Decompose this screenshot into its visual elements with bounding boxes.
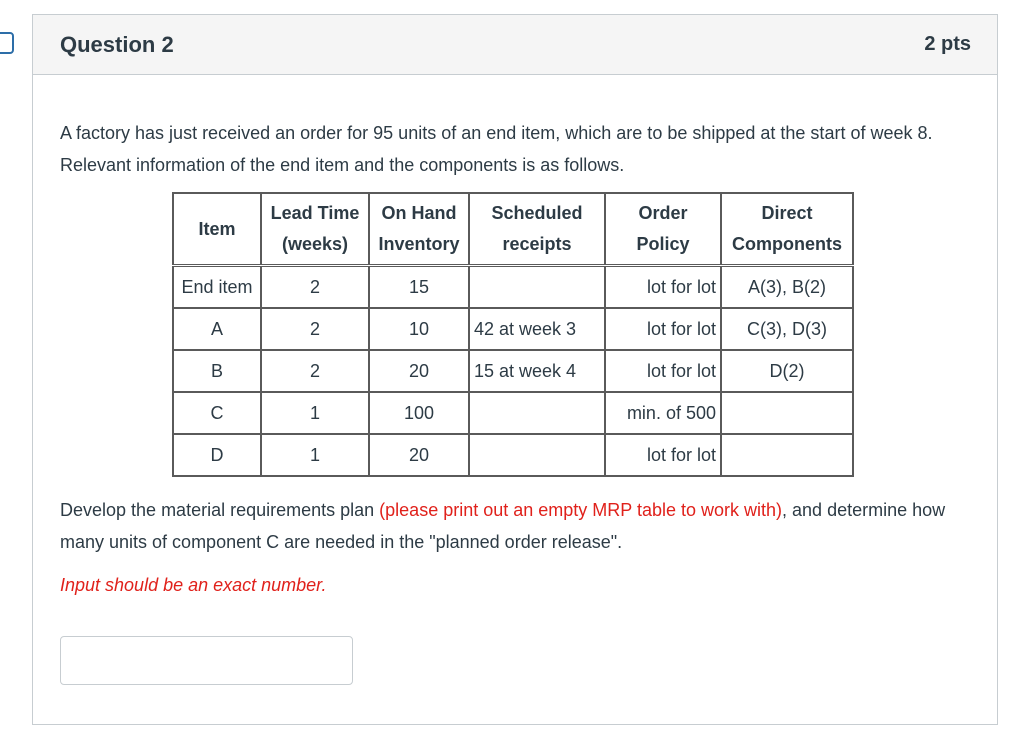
table-row [173, 434, 853, 476]
header-scheduled: Scheduled receipts [469, 193, 605, 266]
cell-hand: 15 [369, 266, 469, 309]
bookmark-flag-icon[interactable] [0, 32, 14, 54]
item-info-table [172, 192, 854, 477]
answer-input[interactable] [60, 636, 353, 685]
cell-sched: 15 at week 4 [469, 350, 605, 392]
question-title: Question 2 [60, 32, 174, 57]
cell-policy: min. of 500 [605, 392, 721, 434]
cell-comp: A(3), B(2) [721, 266, 853, 309]
cell-item: A [173, 308, 261, 350]
cell-hand: 20 [369, 350, 469, 392]
develop-text-2: , and determine how many units of component C are needed in the "planned order release". [60, 500, 946, 552]
cell-item: D [173, 434, 261, 476]
question-card [32, 14, 998, 725]
cell-policy: lot for lot [605, 308, 721, 350]
cell-policy: lot for lot [605, 266, 721, 309]
cell-item: B [173, 350, 261, 392]
cell-lead: 2 [261, 266, 369, 309]
cell-lead: 2 [261, 308, 369, 350]
cell-comp: D(2) [721, 350, 853, 392]
cell-hand: 100 [369, 392, 469, 434]
cell-lead: 1 [261, 392, 369, 434]
question-header [33, 15, 997, 75]
develop-text-red: (please print out an empty MRP table to work with) [379, 500, 783, 520]
develop-text-1: Develop the material requirements plan [60, 500, 380, 520]
cell-item: End item [173, 266, 261, 309]
header-item: Item [173, 193, 261, 266]
cell-item: C [173, 392, 261, 434]
cell-comp [721, 392, 853, 434]
header-components: Direct Components [721, 193, 853, 266]
table-row [173, 266, 853, 309]
input-note: Input should be an exact number. [60, 575, 327, 595]
cell-policy: lot for lot [605, 350, 721, 392]
develop-instructions [60, 494, 980, 558]
cell-sched [469, 392, 605, 434]
cell-sched [469, 266, 605, 309]
table-row [173, 350, 853, 392]
header-lead-time: Lead Time (weeks) [261, 193, 369, 266]
cell-sched: 42 at week 3 [469, 308, 605, 350]
table-row [173, 308, 853, 350]
header-on-hand: On Hand Inventory [369, 193, 469, 266]
cell-comp: C(3), D(3) [721, 308, 853, 350]
header-order-policy: Order Policy [605, 193, 721, 266]
cell-sched [469, 434, 605, 476]
question-intro: A factory has just received an order for 95 units of an end item, which are to be shipped at the start of week 8. Relevant information of the end item and the components is as follows. [60, 123, 933, 175]
table-row [173, 392, 853, 434]
cell-policy: lot for lot [605, 434, 721, 476]
cell-hand: 10 [369, 308, 469, 350]
cell-lead: 1 [261, 434, 369, 476]
question-points: 2 pts [924, 33, 971, 55]
cell-comp [721, 434, 853, 476]
cell-lead: 2 [261, 350, 369, 392]
cell-hand: 20 [369, 434, 469, 476]
table-header-row [173, 193, 853, 266]
